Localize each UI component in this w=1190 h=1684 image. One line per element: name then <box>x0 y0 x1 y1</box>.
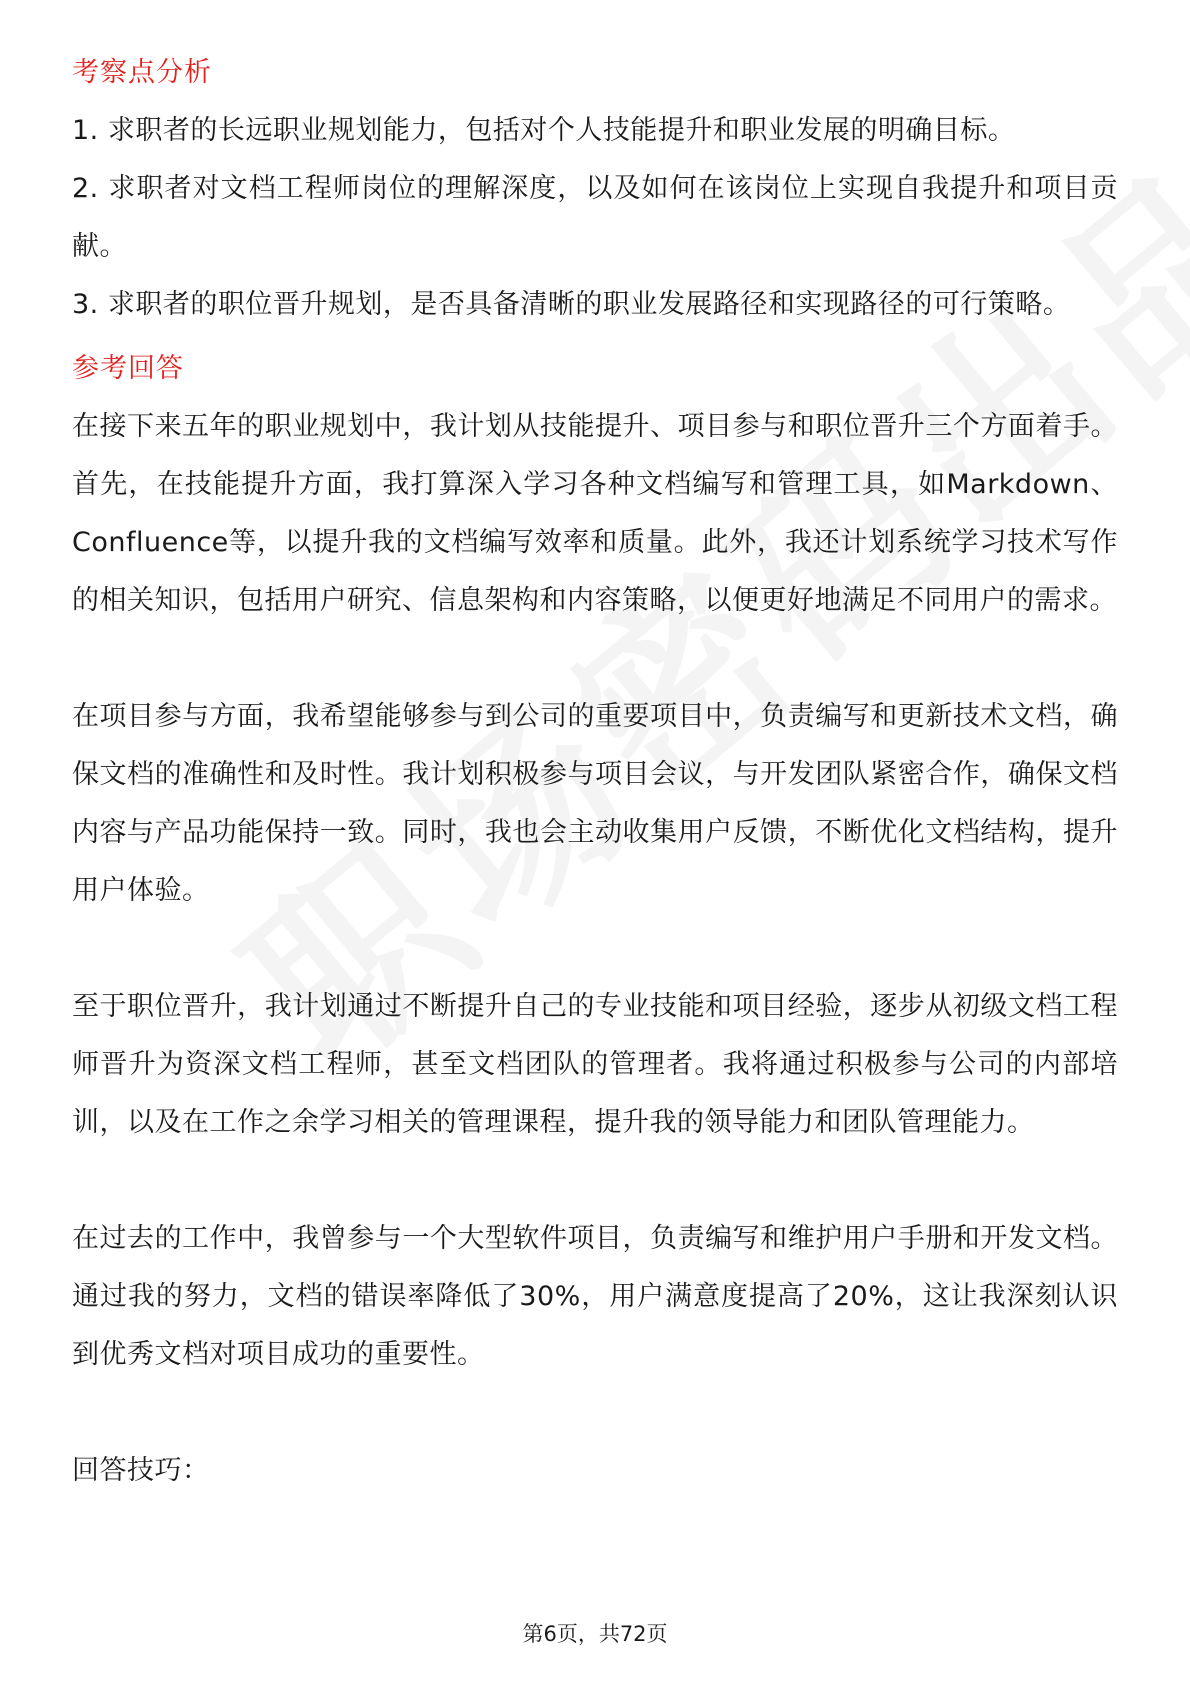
answer-paragraph-2: 在项目参与方面，我希望能够参与到公司的重要项目中，负责编写和更新技术文档，确保文档的准确性和及时性。我计划积极参与项目会议，与开发团队紧密合作，确保文档内容与产品功能保持一致。同时，我也会主动收集用户反馈，不断优化文档结构，提升用户体验。 <box>72 701 1118 906</box>
answer-paragraph-1: 在接下来五年的职业规划中，我计划从技能提升、项目参与和职位晋升三个方面着手。首先，在技能提升方面，我打算深入学习各种文档编写和管理工具，如Markdown、Confluence等，以提升我的文档编写效率和质量。此外，我还计划系统学习技术写作的相关知识，包括用户研究、信息架构和内容策略，以便更好地满足不同用户的需求。 <box>72 411 1118 616</box>
spacer <box>72 630 1118 688</box>
answer-paragraph-4: 在过去的工作中，我曾参与一个大型软件项目，负责编写和维护用户手册和开发文档。通过我的努力，文档的错误率降低了30%，用户满意度提高了20%，这让我深刻认识到优秀文档对项目成功的重要性。 <box>72 1223 1118 1370</box>
analysis-item-3: 3. 求职者的职位晋升规划，是否具备清晰的职业发展路径和实现路径的可行策略。 <box>72 289 1071 320</box>
answer-heading: 参考回答 <box>72 353 184 384</box>
answer-paragraph-3: 至于职位晋升，我计划通过不断提升自己的专业技能和项目经验，逐步从初级文档工程师晋升为资深文档工程师，甚至文档团队的管理者。我将通过积极参与公司的内部培训，以及在工作之余学习相关的管理课程，提升我的领导能力和团队管理能力。 <box>72 991 1118 1138</box>
spacer <box>72 1152 1118 1210</box>
spacer <box>72 920 1118 978</box>
analysis-item-1: 1. 求职者的长远职业规划能力，包括对个人技能提升和职业发展的明确目标。 <box>72 115 1016 146</box>
spacer <box>72 1384 1118 1442</box>
tips-heading: 回答技巧： <box>72 1455 210 1486</box>
analysis-item-2: 2. 求职者对文档工程师岗位的理解深度，以及如何在该岗位上实现自我提升和项目贡献。 <box>72 173 1118 262</box>
page-number: 第6页，共72页 <box>522 1622 668 1646</box>
document-page <box>72 44 1118 1500</box>
analysis-heading: 考察点分析 <box>72 57 212 88</box>
